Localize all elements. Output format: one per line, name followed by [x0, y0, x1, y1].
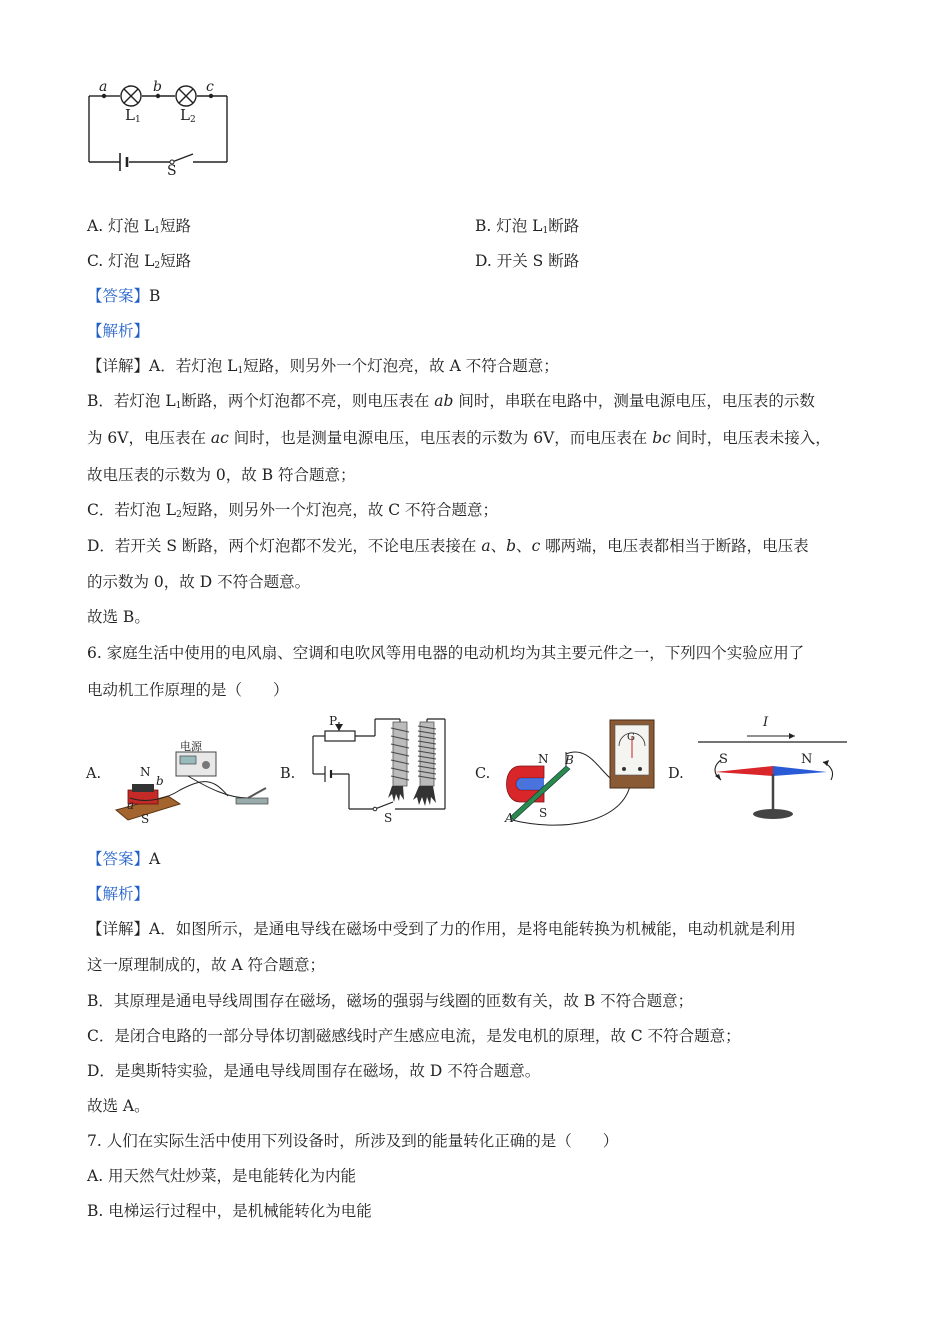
q7-stem: 7. 人们在实际生活中使用下列设备时，所涉及到的能量转化正确的是（ ）	[87, 1132, 619, 1150]
q5-analysis-tag: 【解析】	[87, 322, 150, 340]
q6-detail-1: 【详解】A．如图所示，是通电导线在磁场中受到了力的作用，是将电能转换为机械能，电动机就是利用	[87, 920, 796, 938]
fig-d-label: D.	[668, 766, 684, 782]
fig-b-s-label: S	[384, 811, 393, 825]
figure-b-electromagnets	[303, 714, 463, 824]
q5-detail-2: B．若灯泡 $L_1$断路，两个灯泡都不亮，则电压表在 ab 间时，串联在电路中，测量电源电压，电压表的示数	[87, 392, 815, 411]
fig-a-label: A.	[86, 766, 102, 782]
q5-detail-7: 的示数为 0，故 D 不符合题意。	[87, 573, 311, 591]
q5-option-b: B. 灯泡 $L_1$断路	[475, 217, 580, 236]
fig-c-g-label: G	[627, 732, 635, 743]
switch-label: S	[167, 163, 177, 179]
q6-detail-4: C．是闭合电路的一部分导体切割磁感线时产生感应电流，是发电机的原理，故 C 不符合题意；	[87, 1027, 741, 1045]
fig-a-a-label: a	[127, 798, 135, 812]
q5-detail-1: 【详解】A．若灯泡 $L_1$短路，则另外一个灯泡亮，故 A 不符合题意；	[87, 357, 559, 376]
fig-c-b-label: B	[565, 753, 574, 767]
fig-c-a-label: A	[505, 811, 514, 825]
q6-detail-3: B．其原理是通电导线周围存在磁场，磁场的强弱与线圈的匝数有关，故 B 不符合题意；	[87, 992, 694, 1010]
fig-c-s-label: S	[539, 806, 548, 820]
fig-a-n-label: N	[140, 765, 151, 779]
q5-detail-5: C．若灯泡 $L_2$短路，则另外一个灯泡亮，故 C 不符合题意；	[87, 501, 499, 520]
lamp2-label: $L_2$	[180, 106, 196, 125]
fig-c-n-label: N	[538, 752, 549, 766]
figure-d-oersted-experiment	[695, 714, 855, 824]
fig-d-n-label: N	[801, 752, 813, 767]
q7-option-a: A. 用天然气灶炒菜，是电能转化为内能	[87, 1167, 357, 1185]
point-c-label: c	[206, 79, 214, 95]
q6-stem-line1: 6. 家庭生活中使用的电风扇、空调和电吹风等用电器的电动机均为其主要元件之一，下列四个实验应用了	[87, 644, 805, 662]
q5-conclusion: 故选 B。	[87, 608, 150, 626]
lamp1-label: $L_1$	[125, 106, 141, 125]
q5-option-d: D. 开关 S 断路	[475, 252, 580, 270]
q6-stem-line2: 电动机工作原理的是（ ）	[87, 681, 289, 699]
q5-detail-3: 为 6V，电压表在 ac 间时，也是测量电源电压，电压表的示数为 6V，而电压表在 bc 间时，电压表未接入，	[87, 429, 831, 447]
q5-detail-4: 故电压表的示数为 0，故 B 符合题意；	[87, 466, 356, 484]
fig-d-s-label: S	[719, 752, 728, 767]
q6-conclusion: 故选 A。	[87, 1097, 150, 1115]
figure-c-induction-experiment	[500, 714, 670, 829]
q6-detail-2: 这一原理制成的，故 A 符合题意；	[87, 956, 326, 974]
q5-option-c: C. 灯泡 $L_2$短路	[87, 252, 192, 271]
q6-answer: 【答案】A	[87, 850, 161, 868]
fig-a-power-label: 电源	[180, 740, 202, 753]
fig-d-i-label: I	[763, 715, 769, 730]
fig-b-p-label: P	[329, 714, 338, 728]
q5-option-a: A. 灯泡 $L_1$短路	[87, 217, 192, 236]
fig-a-b-label: b	[156, 774, 164, 788]
fig-b-label: B.	[280, 766, 296, 782]
q6-detail-5: D．是奥斯特实验，是通电导线周围存在磁场，故 D 不符合题意。	[87, 1062, 541, 1080]
q5-answer: 【答案】B	[87, 287, 161, 305]
fig-a-s-label: S	[141, 812, 150, 826]
q5-detail-6: D．若开关 S 断路，两个灯泡都不发光，不论电压表接在 a、b、c 哪两端，电压表都相当于断路，电压表	[87, 537, 809, 555]
fig-c-label: C.	[475, 766, 491, 782]
q6-analysis-tag: 【解析】	[87, 885, 150, 903]
point-a-label: a	[99, 79, 108, 95]
q7-option-b: B. 电梯运行过程中，是机械能转化为电能	[87, 1202, 372, 1220]
point-b-label: b	[153, 79, 162, 95]
